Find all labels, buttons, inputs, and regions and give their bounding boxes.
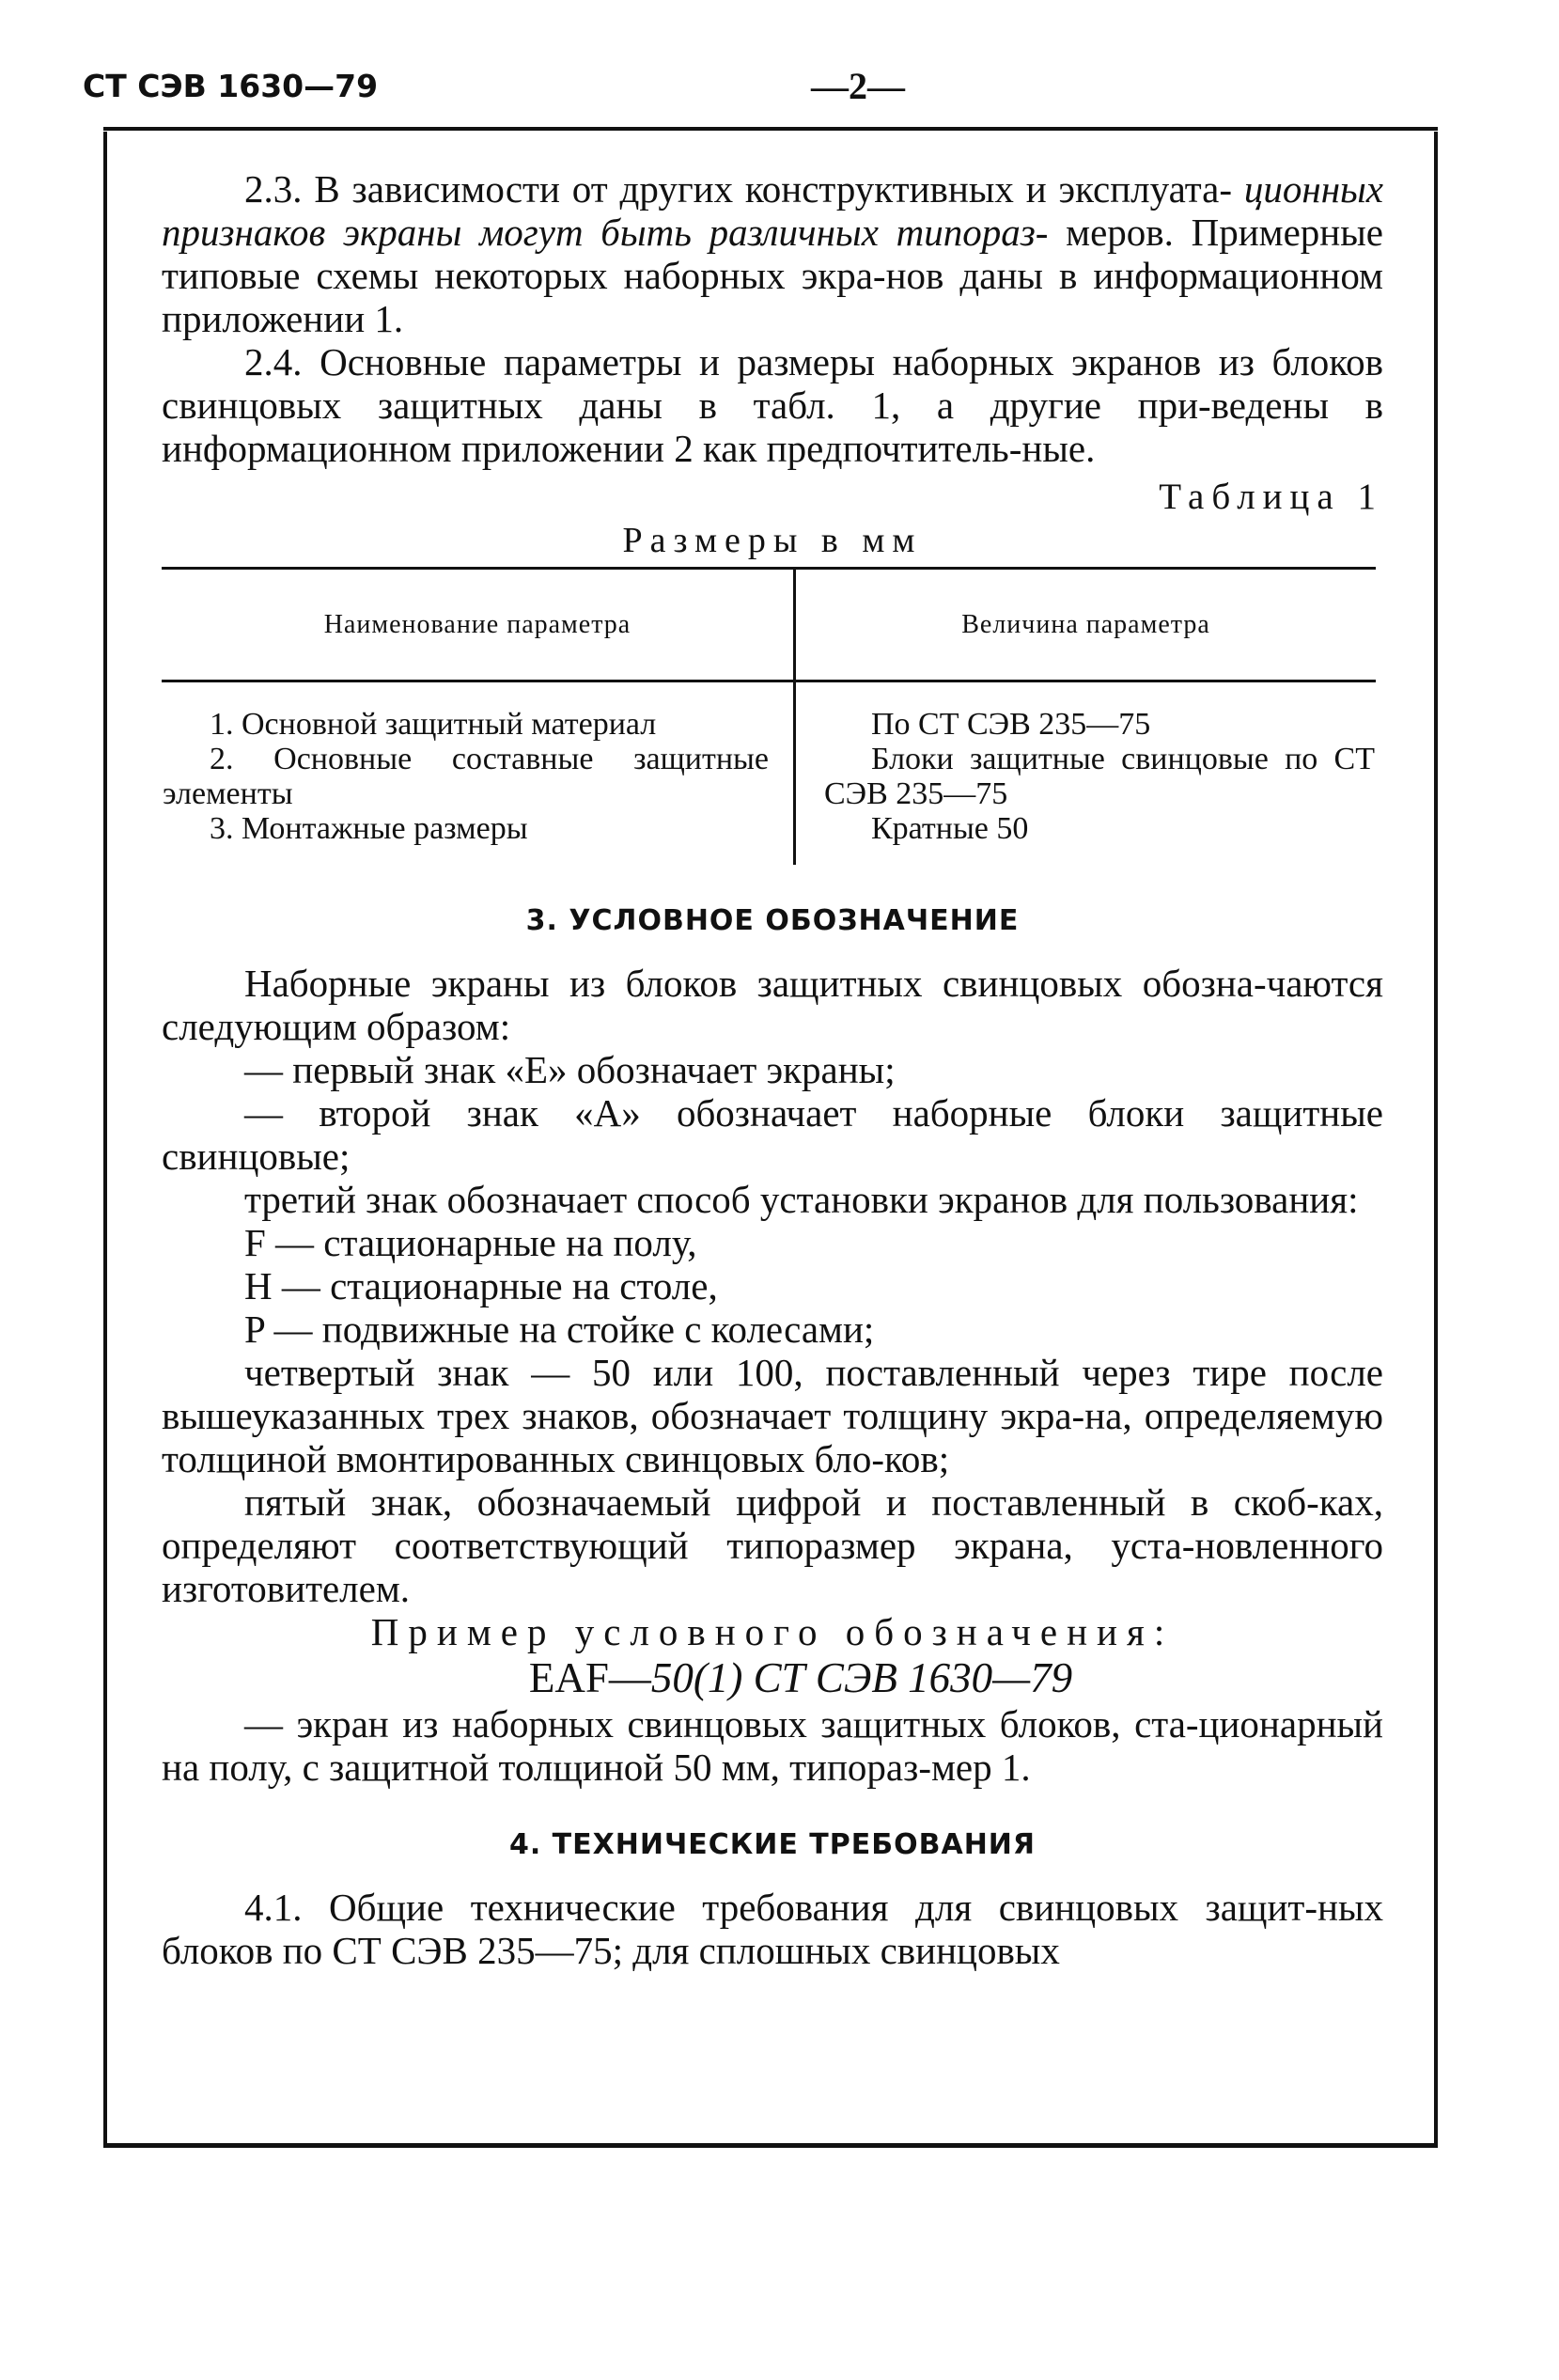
param-name: 1. Основной защитный материал [210, 707, 657, 742]
designation-item: четвертый знак — 50 или 100, поставленный через тире после вышеуказанных трех знаков, обозначает толщину экра-на, определяемую толщиной вмонтированных свинцовых бло-ков; [162, 1351, 1383, 1480]
designation-item: P — подвижные на стойке с колесами; [244, 1307, 875, 1351]
table-row [162, 681, 1376, 866]
standard-code: СТ СЭВ 1630—79 [83, 68, 379, 104]
section-3-title: 3. УСЛОВНОЕ ОБОЗНАЧЕНИЕ [525, 904, 1020, 937]
param-name: 3. Монтажные размеры [210, 811, 528, 846]
section-4-title: 4. ТЕХНИЧЕСКИЕ ТРЕБОВАНИЯ [508, 1828, 1037, 1861]
designation-item: третий знак обозначает способ установки экранов для пользования: [244, 1178, 1359, 1221]
page-content [162, 167, 1383, 1972]
top-rule [103, 127, 1438, 131]
designation-item: пятый знак, обозначаемый цифрой и поставленный в скоб-ках, определяют соответствующий типоразмер экрана, уста-новленного изготовителем. [162, 1480, 1383, 1610]
designation-item: F — стационарные на полу, [244, 1221, 697, 1264]
designation-item: — первый знак «Е» обозначает экраны; [244, 1048, 896, 1091]
param-value: Блоки защитные свинцовые по СТ СЭВ 235—75 [824, 742, 1375, 811]
parameters-table [162, 567, 1376, 865]
table-header-row [162, 569, 1376, 681]
param-value: Кратные 50 [871, 811, 1029, 846]
column-header-name: Наименование параметра [162, 569, 795, 681]
table-caption: Таблица 1 [1159, 477, 1383, 517]
running-header [83, 65, 1559, 124]
paragraph-2-3: 2.3. В зависимости от других конструктивных и эксплуата- ционных признаков экраны могут быть различных типораз- меров. Примерные типовые схемы некоторых наборных экра-нов даны в информационном приложении 1. [162, 167, 1384, 340]
bottom-rule [103, 2143, 1438, 2148]
param-value: По СТ СЭВ 235—75 [871, 707, 1151, 742]
column-header-value: Величина параметра [795, 569, 1377, 681]
example-description: — экран из наборных свинцовых защитных блоков, ста-ционарный на полу, с защитной толщиной 50 мм, типораз-мер 1. [162, 1702, 1383, 1789]
paragraph-4-1: 4.1. Общие технические требования для свинцовых защит-ных блоков по СТ СЭВ 235—75; для сплошных свинцовых [162, 1886, 1383, 1972]
designation-item: — второй знак «А» обозначает наборные блоки защитные свинцовые; [162, 1091, 1383, 1178]
param-name: 2. Основные составные защитные элементы [163, 742, 769, 811]
section-3-intro: Наборные экраны из блоков защитных свинцовых обозна-чаются следующим образом: [162, 962, 1383, 1048]
example-label: Пример условного обозначения: [370, 1610, 1175, 1653]
table-cell-values [795, 681, 1377, 866]
table-cell-names [162, 681, 795, 866]
paragraph-2-4: 2.4. Основные параметры и размеры наборных экранов из блоков свинцовых защитных даны в табл. 1, а другие при-ведены в информационном приложении 2 как предпочтитель-ные. [162, 340, 1383, 470]
table-units: Размеры в мм [622, 521, 923, 560]
example-designation: EAF—50(1) СТ СЭВ 1630—79 [528, 1654, 1073, 1701]
page-number: —2— [811, 65, 905, 107]
designation-item: H — стационарные на столе, [244, 1264, 718, 1307]
